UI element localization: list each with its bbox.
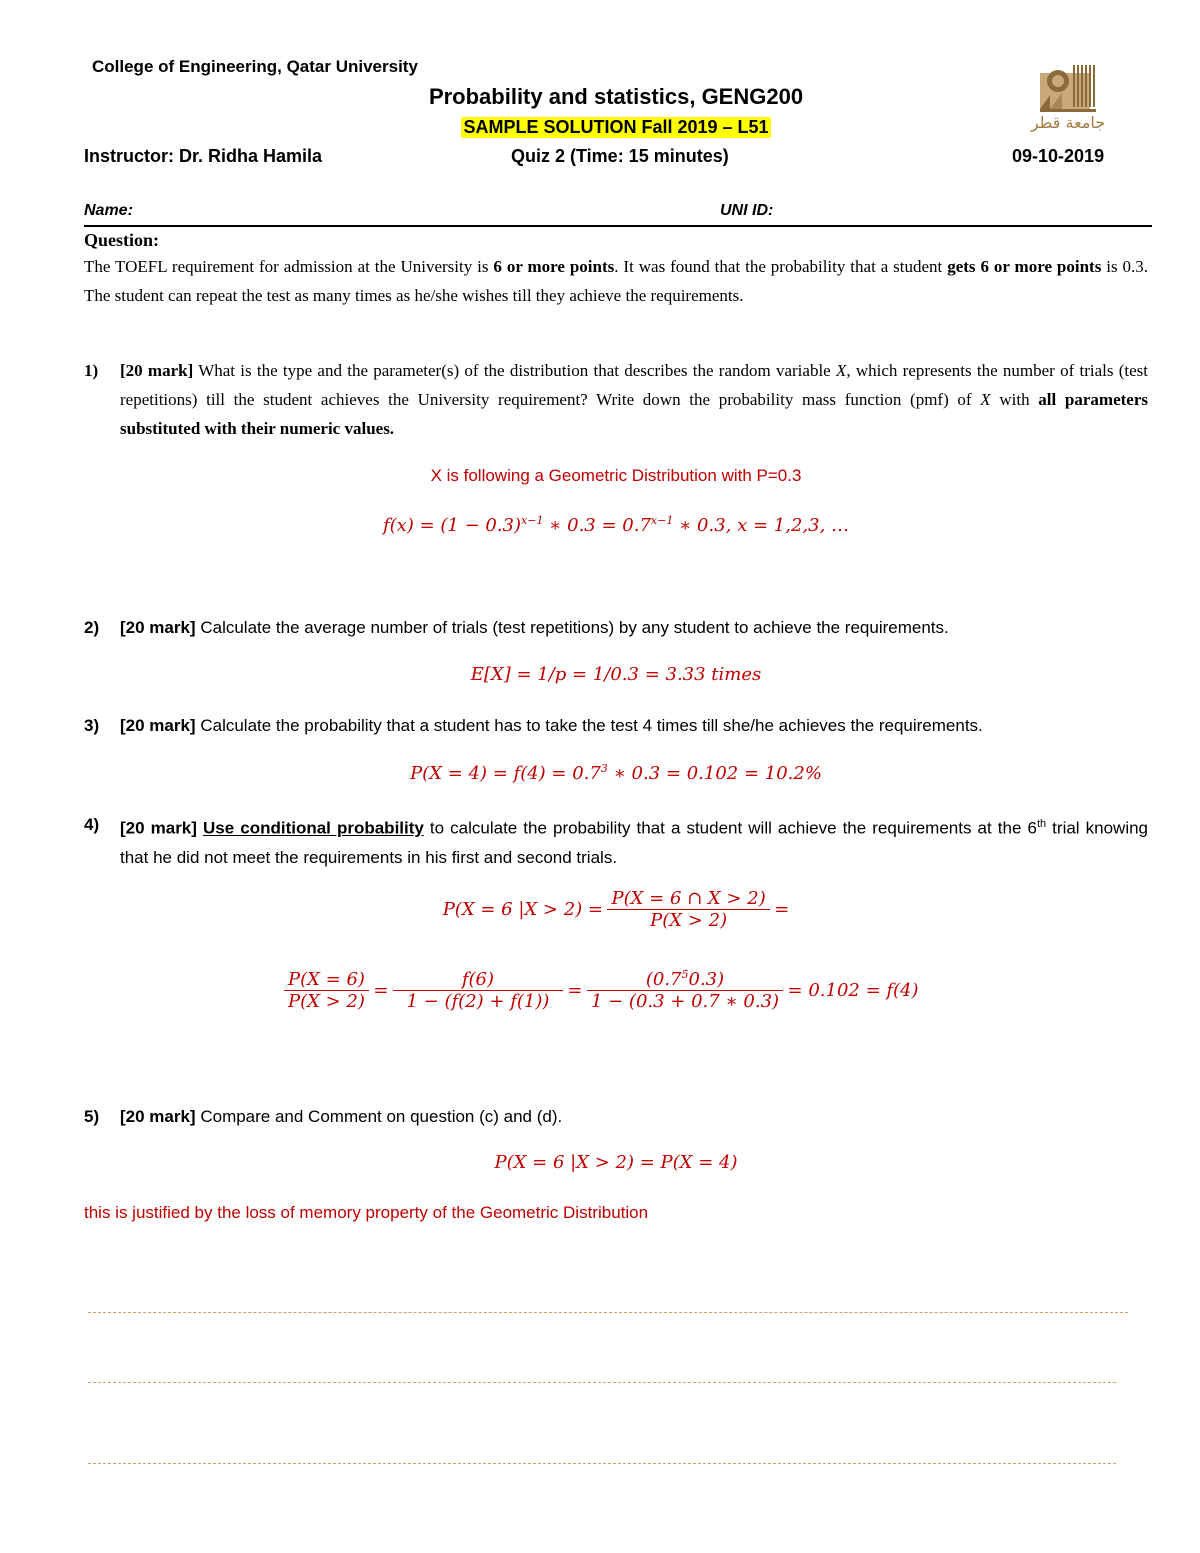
quiz-label: Quiz 2 (Time: 15 minutes) [511, 146, 729, 166]
question-number: 2) [84, 618, 100, 637]
answer-1-equation: $f(x) = (1 - 0.3)^{x-1}$ ∗ $0.3 = 0.7^{x-1}$ ∗ 0.3, x = 1,2,3, … [382, 514, 850, 536]
answer-5-comment: this is justified by the loss of memory property of the Geometric Distribution [84, 1203, 649, 1222]
question-number: 5) [84, 1107, 100, 1126]
question-number: 3) [84, 716, 100, 735]
question-number: 1) [84, 361, 99, 380]
question-3: 3) [20 mark] Calculate the probability that a student has to take the test 4 times till she/he achieves the requirements. [84, 711, 1148, 740]
answer-line-2 [88, 1382, 1116, 1383]
answer-5-equation: P(X = 6 |X > 2) = P(X = 4) [494, 1152, 738, 1173]
college-name: College of Engineering, Qatar University [92, 57, 418, 76]
question-4: 4) [20 mark] Use conditional probability to calculate the probability that a student will achieve the requirements at the 6th trial knowing that he did not meet the requirements in his first and second trials. [84, 810, 1148, 872]
header-divider [84, 225, 1152, 227]
name-field-label: Name: [84, 202, 133, 219]
question-number: 4) [84, 815, 100, 834]
answer-4-equation-line-1: P(X = 6 |X > 2) = $\frac{P(X = 6 \cap X > 2)}{P(X > 2)}$ = [442, 888, 790, 931]
question-title: Question: [84, 230, 160, 250]
instructor-label: Instructor: Dr. Ridha Hamila [84, 146, 323, 166]
question-2: 2) [20 mark] Calculate the average number of trials (test repetitions) by any student to achieve the requirements. [84, 613, 1148, 642]
quiz-date: 09-10-2019 [1012, 146, 1105, 166]
qatar-university-logo [1010, 55, 1125, 135]
course-title: Probability and statistics, GENG200 [428, 84, 804, 109]
question-1: 1) [20 mark] What is the type and the parameter(s) of the distribution that describes the random variable X, which represents the number of trials (test repetitions) till the student achieves the University requirement? Write down the probability mass function (pmf) of X with all parameters substituted with their numeric values. [84, 356, 1148, 443]
answer-2-equation: E[X] = 1/p = 1/0.3 = 3.33 times [470, 664, 762, 685]
answer-4-equation-line-2: $\frac{P(X = 6)}{P(X > 2)}$ = $\frac{f(6)}{1 - (f(2) + f(1))}$ = $\frac{(0.7^50.3)}{1 - (0.3 + 0.7 ∗ 0.3)}$ = 0.102 = f(4) [284, 968, 919, 1012]
sample-solution-label: SAMPLE SOLUTION Fall 2019 – L51 [463, 117, 769, 137]
uni-id-field-label: UNI ID: [720, 202, 774, 219]
answer-3-equation: $P(X = 4) = f(4) = 0.7^3$ ∗ 0.3 = 0.102 = 10.2% [410, 762, 822, 784]
answer-line-3 [88, 1463, 1116, 1464]
answer-line-1 [88, 1312, 1128, 1313]
question-5: 5) [20 mark] Compare and Comment on question (c) and (d). [84, 1102, 1148, 1131]
logo-arabic-text: جامعة قطر [1030, 113, 1106, 132]
question-text: The TOEFL requirement for admission at the University is 6 or more points. It was found that the probability that a student gets 6 or more points is 0.3. The student can repeat the test as many times as he/she wishes till they achieve the requirements. [84, 257, 1149, 305]
answer-1-text: X is following a Geometric Distribution with P=0.3 [430, 466, 802, 485]
